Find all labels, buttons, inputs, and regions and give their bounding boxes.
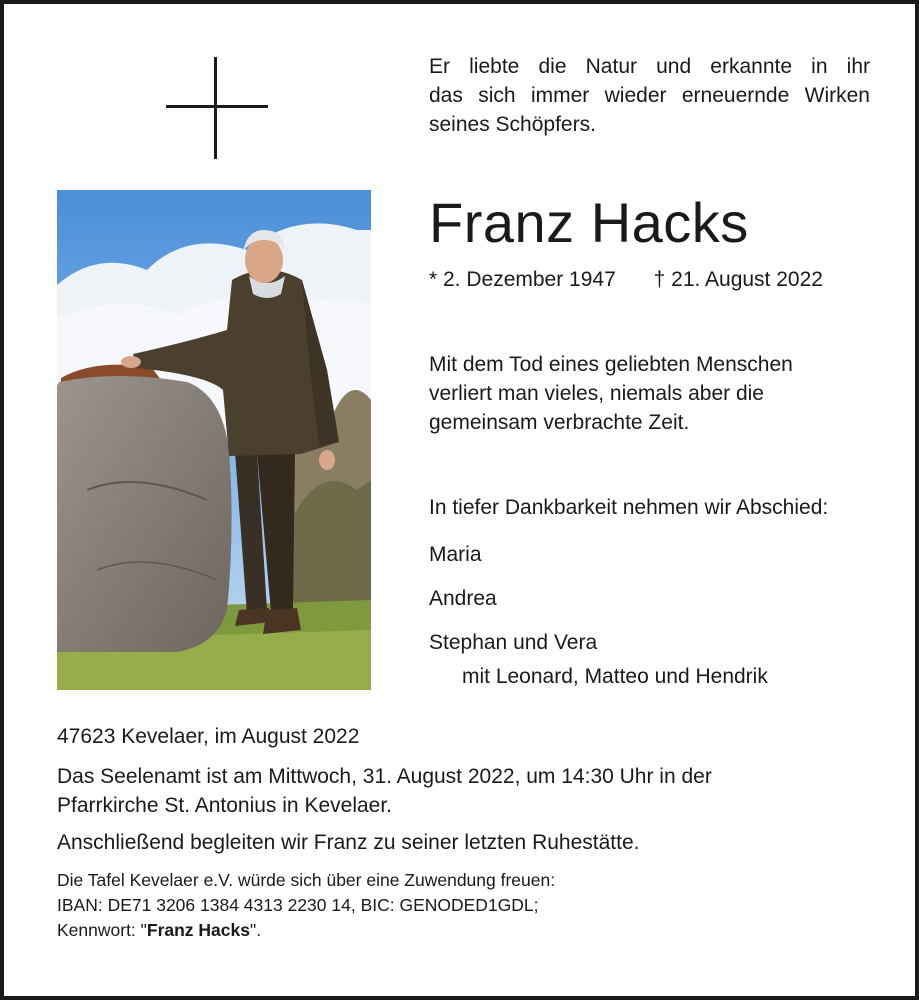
mourner-name: Maria xyxy=(429,543,482,566)
service-line: Pfarrkirche St. Antonius in Kevelaer. xyxy=(57,794,393,817)
portrait-photo xyxy=(57,190,371,690)
consolation-line: Mit dem Tod eines geliebten Menschen xyxy=(429,353,793,376)
consolation-line: verliert man vieles, niemals aber die xyxy=(429,382,764,405)
quote-line: das sich immer wieder erneuernde Wirken xyxy=(429,84,870,107)
consolation-line: gemeinsam verbrachte Zeit. xyxy=(429,411,690,434)
birth-date: * 2. Dezember 1947 xyxy=(429,268,616,291)
deceased-name: Franz Hacks xyxy=(429,191,749,254)
life-dates xyxy=(429,266,823,294)
mourner-name: Andrea xyxy=(429,587,497,610)
place-date: 47623 Kevelaer, im August 2022 xyxy=(57,725,360,748)
donation-keyword: Franz Hacks xyxy=(146,920,250,940)
mourner-name: mit Leonard, Matteo und Hendrik xyxy=(462,665,768,688)
donation-line: Die Tafel Kevelaer e.V. würde sich über eine Zuwendung freuen: xyxy=(57,870,556,890)
farewell-line: In tiefer Dankbarkeit nehmen wir Abschied: xyxy=(429,496,829,519)
service-info xyxy=(57,762,837,820)
quote-line: seines Schöpfers. xyxy=(429,113,596,136)
donation-keyword-line: Kennwort: "Franz Hacks". xyxy=(57,920,262,940)
burial-info: Anschließend begleiten wir Franz zu seiner letzten Ruhestätte. xyxy=(57,831,640,854)
donation-info xyxy=(57,868,555,943)
service-line: Das Seelenamt ist am Mittwoch, 31. August 2022, um 14:30 Uhr in der xyxy=(57,765,712,788)
quote-line: Er liebte die Natur und erkannte in ihr xyxy=(429,55,870,78)
memorial-quote xyxy=(429,52,870,139)
donation-bank-details: IBAN: DE71 3206 1384 4313 2230 14, BIC: GENODED1GDL; xyxy=(57,895,539,915)
consolation-text xyxy=(429,350,793,437)
cross-icon xyxy=(166,57,268,159)
mourner-name: Stephan und Vera xyxy=(429,631,598,654)
death-date: † 21. August 2022 xyxy=(653,268,823,291)
